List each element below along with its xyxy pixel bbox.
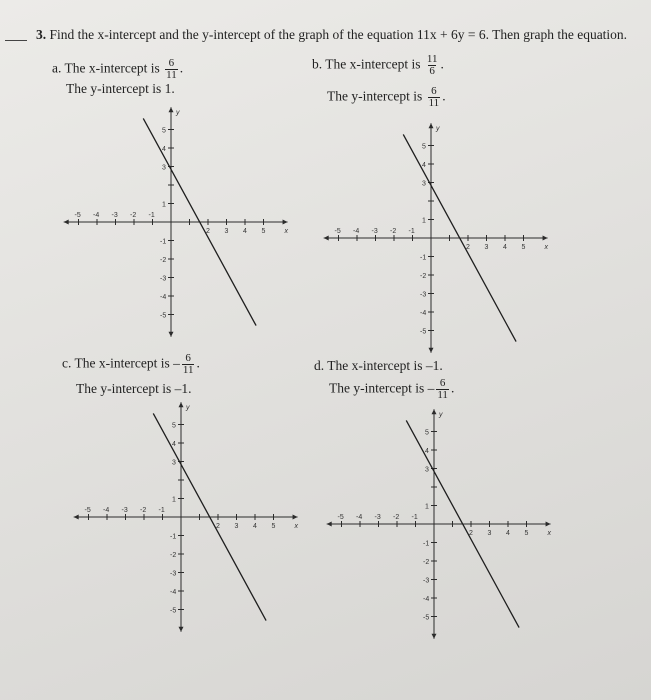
x-tick-label: -1 xyxy=(408,228,415,235)
x-intercept-text: The x-intercept is xyxy=(325,56,421,72)
y-tick-label: -5 xyxy=(423,614,430,622)
x-tick-label: -2 xyxy=(393,514,400,521)
y-tick-label: -2 xyxy=(423,559,430,566)
x-axis-arrow-right xyxy=(546,522,551,527)
y-tick-label: -4 xyxy=(420,310,427,317)
x-tick-label: -4 xyxy=(103,507,110,514)
x-tick-label: -3 xyxy=(371,228,378,235)
y-tick-label: -5 xyxy=(420,328,427,336)
x-tick-label: -1 xyxy=(411,514,418,521)
y-tick-label: 4 xyxy=(172,441,176,448)
y-intercept-value: 1. xyxy=(164,81,175,96)
x-tick-label: -1 xyxy=(158,507,165,514)
x-tick-label: -3 xyxy=(374,514,381,521)
y-tick-label: -2 xyxy=(160,257,167,264)
x-tick-label: 5 xyxy=(524,530,529,537)
x-tick-label: -3 xyxy=(121,507,128,514)
x-axis-label: x xyxy=(547,530,552,537)
x-tick-label: -5 xyxy=(334,228,341,235)
y-tick-label: -1 xyxy=(170,533,177,541)
fraction: $\frac{6}{11}$ xyxy=(428,85,440,109)
x-tick-label: 3 xyxy=(484,244,489,251)
x-tick-label: 4 xyxy=(243,228,247,235)
x-tick-label: 4 xyxy=(253,523,257,530)
x-tick-label: 2 xyxy=(466,244,470,251)
question-body: Find the x-intercept and the y-intercept of the graph of the equation 11x + 6y = 6. Then graph the equation. xyxy=(49,27,628,42)
choice-b-y-intercept: The y-intercept is $\frac{6}{11}$ . xyxy=(327,85,446,109)
x-axis-arrow-left xyxy=(327,522,332,527)
y-intercept-value: –1. xyxy=(174,381,192,396)
y-intercept-text: The y-intercept is xyxy=(66,81,162,96)
y-tick-label: -1 xyxy=(420,254,427,262)
y-tick-label: 3 xyxy=(422,180,426,188)
x-tick-label: -2 xyxy=(130,212,137,219)
choice-label: b. xyxy=(312,56,323,72)
y-tick-label: -1 xyxy=(160,238,167,246)
x-intercept-text: The x-intercept is xyxy=(64,60,160,76)
y-tick-label: 5 xyxy=(422,143,426,151)
fraction: $\frac{6}{11}$ xyxy=(166,57,177,81)
y-axis-label: y xyxy=(439,411,443,419)
x-axis-label: x xyxy=(284,228,289,235)
x-tick-label: 2 xyxy=(216,523,220,530)
y-tick-label: -3 xyxy=(160,275,167,283)
y-intercept-text: The y-intercept is xyxy=(76,381,172,396)
y-tick-label: -4 xyxy=(170,589,177,596)
choice-a[interactable]: a. The x-intercept is $\frac{6}{11}$ . xyxy=(52,57,184,81)
y-tick-label: 5 xyxy=(162,127,166,135)
fraction: $\frac{6}{11}$ xyxy=(182,352,194,376)
choice-label: c. xyxy=(62,355,72,371)
y-tick-label: -3 xyxy=(420,291,427,299)
y-intercept-text: The y-intercept is xyxy=(329,380,425,396)
y-tick-label: -4 xyxy=(160,294,167,301)
y-axis-label: y xyxy=(186,404,190,412)
y-axis-label: y xyxy=(436,125,440,133)
y-tick-label: 4 xyxy=(422,162,426,169)
x-axis-label: x xyxy=(544,244,549,251)
question-number: 3. xyxy=(36,27,47,42)
x-tick-label: -2 xyxy=(390,228,397,235)
choice-d-y-intercept: The y-intercept is – $\frac{6}{11}$ . xyxy=(329,377,455,401)
y-tick-label: 1 xyxy=(425,503,429,511)
x-tick-label: 4 xyxy=(506,530,510,537)
x-tick-label: -4 xyxy=(356,514,363,521)
choice-label: a. xyxy=(52,60,62,76)
x-tick-label: -4 xyxy=(353,228,360,235)
y-tick-label: 3 xyxy=(172,459,176,467)
y-tick-label: -2 xyxy=(170,552,177,559)
y-tick-label: 5 xyxy=(172,422,176,430)
x-tick-label: -5 xyxy=(74,212,81,219)
y-tick-label: 4 xyxy=(162,146,166,153)
x-tick-label: 5 xyxy=(261,228,266,235)
y-tick-label: -4 xyxy=(423,596,430,603)
x-tick-label: 4 xyxy=(503,244,507,251)
x-tick-label: 3 xyxy=(234,523,239,530)
y-tick-label: 3 xyxy=(425,466,429,474)
x-intercept-value: –1. xyxy=(425,358,443,373)
x-tick-label: 3 xyxy=(224,228,229,235)
x-tick-label: -1 xyxy=(148,212,155,219)
y-tick-label: -1 xyxy=(423,540,430,548)
y-axis-arrow-down xyxy=(432,634,437,639)
x-axis-label: x xyxy=(294,523,299,530)
x-intercept-text: The x-intercept is xyxy=(74,355,170,371)
x-tick-label: 2 xyxy=(469,530,473,537)
x-tick-label: -5 xyxy=(84,507,91,514)
x-tick-label: 5 xyxy=(521,244,526,251)
y-tick-label: 1 xyxy=(172,496,176,504)
y-tick-label: -5 xyxy=(170,607,177,615)
y-tick-label: 3 xyxy=(162,164,166,172)
y-axis-label: y xyxy=(176,109,180,117)
y-tick-label: 4 xyxy=(425,448,429,455)
y-tick-label: 1 xyxy=(422,217,426,225)
y-tick-label: 1 xyxy=(162,201,166,209)
x-tick-label: -2 xyxy=(140,507,147,514)
y-tick-label: -2 xyxy=(420,273,427,280)
x-tick-label: 5 xyxy=(271,523,276,530)
y-tick-label: 5 xyxy=(425,429,429,437)
fraction: $\frac{6}{11}$ xyxy=(437,377,448,401)
x-tick-label: -5 xyxy=(337,514,344,521)
choice-c[interactable]: c. The x-intercept is – $\frac{6}{11}$ . xyxy=(62,352,200,376)
x-tick-label: 2 xyxy=(206,228,210,235)
x-tick-label: -4 xyxy=(93,212,100,219)
choice-label: d. xyxy=(314,358,325,373)
x-intercept-text: The x-intercept is xyxy=(327,358,423,373)
y-intercept-text: The y-intercept is xyxy=(327,88,423,104)
y-axis-arrow-up xyxy=(432,409,437,414)
y-tick-label: -3 xyxy=(170,570,177,578)
x-tick-label: 3 xyxy=(487,530,492,537)
y-tick-label: -5 xyxy=(160,312,167,320)
choice-b[interactable]: b. The x-intercept is $\frac{11}{6}$ . xyxy=(312,53,444,77)
x-tick-label: -3 xyxy=(111,212,118,219)
fraction: $\frac{11}{6}$ xyxy=(426,53,438,77)
y-tick-label: -3 xyxy=(423,577,430,585)
